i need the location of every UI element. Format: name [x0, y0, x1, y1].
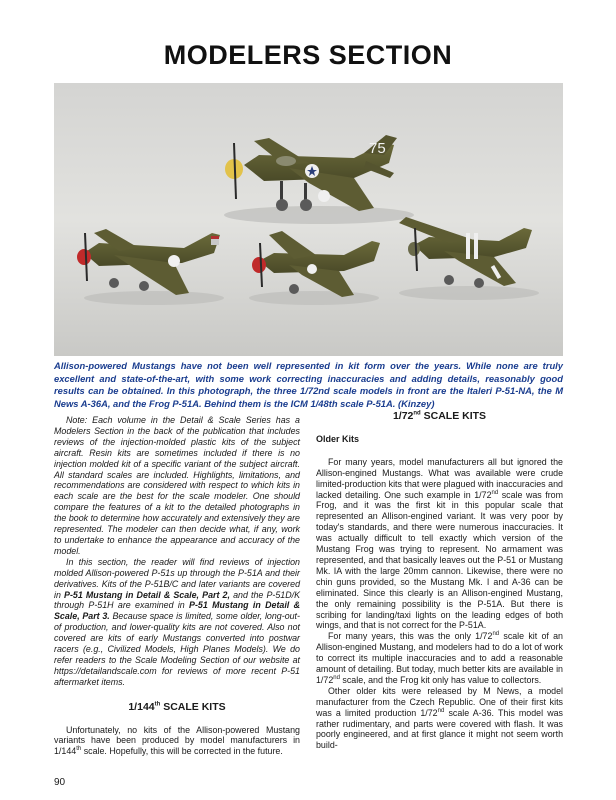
heading-text: SCALE KITS	[160, 700, 226, 713]
body-text: scale A-36. This model was rather rudimentary, and parts were covered with flash. It was poorly engineered, and at first glance it might not seem worth build-	[316, 707, 563, 751]
body-sup: nd	[437, 707, 445, 714]
body-text: scale kit of an Allison-engined Mustang, and modelers had to do a lot of work to correct its multiple inaccuracies and to add a reasonable amount of detailing. But today, much better kits are available in 1/72	[316, 631, 563, 685]
heading-text: SCALE KITS	[420, 410, 487, 422]
left-column	[54, 415, 300, 757]
body-sup: nd	[491, 489, 499, 496]
body-sup: nd	[333, 674, 340, 681]
note-paragraph-2	[54, 557, 300, 688]
body-paragraph	[316, 686, 563, 751]
body-text: For many years, this was the only 1/72	[328, 631, 493, 642]
model-photo	[54, 83, 563, 356]
book-title-part-3: P-51 Mustang in Detail & Scale, Part 3.	[54, 600, 300, 622]
body-text: Unfortunately, no kits of the Allison-powered Mustang variants have been produced by model manufacturers in 1/144	[54, 724, 300, 757]
body-paragraph	[54, 725, 300, 758]
heading-text: 1/72	[392, 410, 414, 422]
heading-text: 1/144	[128, 700, 155, 713]
body-text: For many years, model manufacturers all but ignored the Allison-engined Mustangs. What was available were crude limited-production kits that were plagued with inaccuracies and lacked detailing. One such example in 1/72	[316, 456, 563, 500]
note-text: Note: Each volume in the Detail & Scale Series has a Modelers Section in the back of the publication that includes reviews of the injection-molded plastic kits of the subject aircraft. Resin kits are sometimes included if there is no injection molded kit of a specific variant of the subject aircraft. All standard scales are included. Highlights, limitations, and recommendations are considered with respect to which kits in each scale are the best for the scale modeler. One should compare the features of a kit to the detailed photographs in the book to determine how accurately and extensively they are represented. The modeler can then decide what, if any, work to undertake to enhance the appearance and accuracy of the model.	[54, 415, 300, 556]
body-sup: nd	[492, 631, 500, 638]
subheading-older-kits: Older Kits	[316, 433, 360, 444]
note-text: Because space is limited, some older, long-out-of production, and lower-quality kits are not covered. Also not covered are kits of early Mustangs converted into postwar racers (e.g., Civilized Models, High Planes Models). We do refer readers to the Scale Modeling Section of our website at https://detailandscale.com for reviews of more recent P-51 aftermarket items.	[54, 611, 300, 687]
body-sup: th	[76, 746, 82, 753]
body-paragraph	[316, 631, 563, 686]
note-paragraph-1	[54, 415, 300, 557]
body-1-72	[316, 457, 563, 751]
body-text: scale was from Frog, and it was the first kit in this popular scale that represented an Allison-engined variant. It was very poor by today's standards, and there were numerous inaccuracies. It was actually difficult to tell exactly which version of the Mustang Frog was trying to represent. No armament was represented, and that basically leaves out the P-51 or Mustang Mk. IA with the large 20mm cannon. Likewise, there were no chin guns provided, so the Mustang Mk. I and A-36 can be eliminated. Since this clearly is an Allison-engined Mustang, the only remaining possibility is the P-51A. But there is scribing for landing/taxi lights on the leading edges of both wings, and that is not correct for the P-51A.	[316, 489, 563, 631]
right-column	[316, 411, 563, 751]
photo-caption: Allison-powered Mustangs have not been well represented in kit form over the years. While none are truly excellent and state-of-the-art, with some work correcting inaccuracies and adding details, reasonably good results can be obtained. In this photograph, the three 1/72nd scale models in front are the Italeri P-51-NA, the M News A-36A, and the Frog P-51A. Behind them is the ICM 1/48th scale P-51A. (Kinzey)	[54, 360, 563, 409]
page-title: MODELERS SECTION	[163, 40, 453, 70]
tail-number: 75	[369, 140, 386, 157]
section-heading-1-72	[316, 411, 563, 422]
body-text: Other older kits were released by M News, a model manufacturer from the Czech Republic. One of their first kits was a limited production 1/72	[316, 685, 563, 718]
book-title-part-2: P-51 Mustang in Detail & Scale, Part 2,	[64, 589, 230, 600]
note-text: In this section, the reader will find reviews of injection molded Allison-powered P-51s up through the P-51A and their derivatives. Kits of the P-51B/C and later variants are covered in	[54, 556, 300, 600]
mustang-models-image	[54, 83, 563, 356]
body-text: scale. Hopefully, this will be corrected in the future.	[81, 746, 283, 757]
series-note	[54, 415, 300, 688]
section-heading-1-144	[54, 702, 300, 713]
heading-sup: th	[154, 701, 161, 708]
body-1-144	[54, 725, 300, 758]
body-text: scale, and the Frog kit only has value to collectors.	[339, 674, 542, 685]
heading-sup: nd	[413, 410, 421, 417]
body-paragraph	[316, 457, 563, 632]
page-number: 90	[54, 777, 66, 788]
note-text: and the P-51D/K through P-51H are examined in	[54, 589, 301, 611]
